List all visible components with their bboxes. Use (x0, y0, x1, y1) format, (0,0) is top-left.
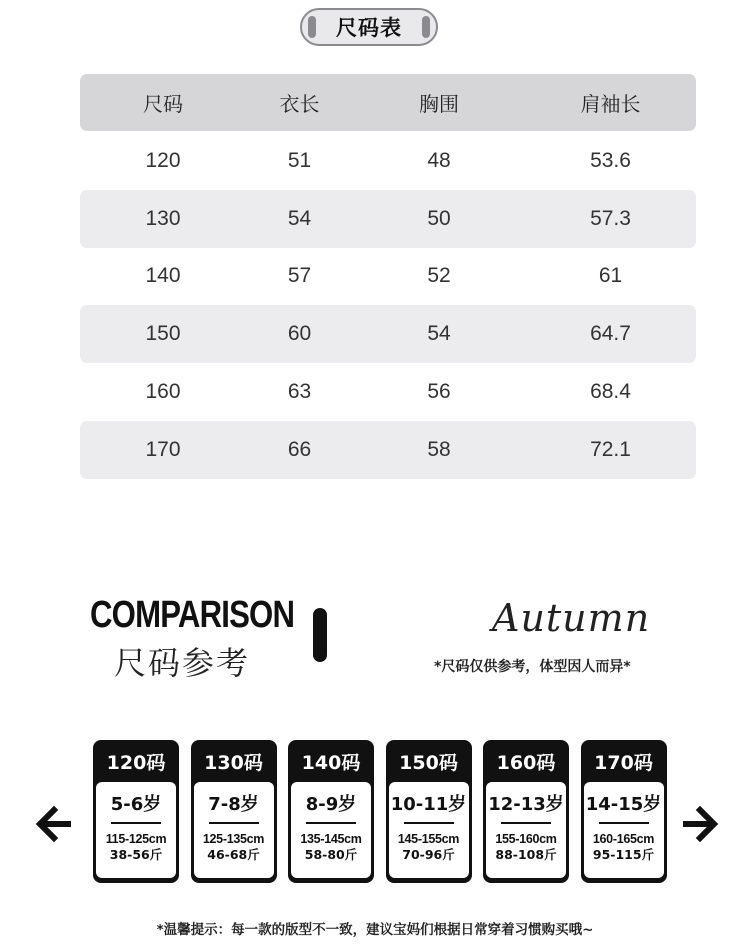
table-row (80, 363, 696, 421)
card-divider (111, 822, 161, 824)
table-cell: 63 (287, 380, 312, 404)
card-age: 14-15岁 (585, 794, 662, 815)
comparison-title-cn: 尺码参考 (114, 644, 251, 682)
card-body (291, 782, 371, 878)
card-height: 145-155cm (397, 832, 460, 846)
table-cell: 51 (287, 148, 312, 172)
page-title: 尺码表 (300, 8, 438, 46)
size-cards (93, 740, 667, 883)
card-divider (599, 822, 649, 824)
table-cell: 52 (427, 264, 451, 288)
arrow-left-icon[interactable] (34, 802, 74, 846)
card-height: 115-125cm (105, 832, 167, 846)
header-cell: 衣长 (279, 92, 320, 116)
footer-note: *温馨提示：每一款的版型不一致，建议宝妈们根据日常穿着习惯购买哦~ (156, 922, 594, 938)
table-cell: 170 (145, 437, 181, 461)
size-card (581, 740, 667, 883)
card-code: 130码 (204, 752, 263, 774)
comparison-title-en: COMPARISON (90, 594, 295, 636)
card-body (194, 782, 274, 878)
card-code: 150码 (399, 752, 458, 774)
card-age: 5-6岁 (110, 794, 162, 815)
card-code: 160码 (496, 752, 556, 774)
card-height: 125-135cm (202, 832, 265, 846)
table-cell: 57 (287, 264, 312, 288)
table-cell: 140 (145, 264, 181, 288)
card-divider (306, 822, 356, 824)
arrow-right-icon[interactable] (680, 802, 720, 846)
header-cell: 肩袖长 (580, 92, 641, 116)
card-age: 8-9岁 (305, 794, 357, 815)
card-height: 155-160cm (495, 832, 557, 846)
card-weight: 46-68斤 (207, 847, 260, 862)
card-age: 7-8岁 (208, 794, 259, 815)
card-age: 12-13岁 (488, 794, 564, 815)
card-divider (501, 822, 551, 824)
card-divider (209, 822, 259, 824)
table-row (80, 132, 696, 190)
card-weight: 88-108斤 (495, 847, 557, 862)
table-cell: 56 (427, 380, 451, 404)
card-height: 160-165cm (592, 832, 655, 846)
table-cell: 54 (287, 206, 312, 230)
size-card (93, 740, 179, 883)
card-weight: 58-80斤 (304, 847, 358, 862)
table-cell: 57.3 (590, 206, 631, 230)
divider (313, 608, 327, 662)
table-cell: 150 (145, 322, 181, 346)
table-cell: 58 (427, 437, 451, 461)
card-code: 120码 (106, 752, 166, 774)
card-body (96, 782, 176, 878)
table-cell: 120 (145, 148, 181, 172)
card-weight: 38-56斤 (109, 847, 163, 862)
card-divider (404, 822, 454, 824)
table-row (80, 248, 696, 306)
table-cell: 72.1 (590, 437, 631, 461)
table-cell: 160 (145, 380, 181, 404)
table-row (80, 305, 696, 363)
table-header-row (80, 74, 696, 131)
table-cell: 48 (427, 148, 451, 172)
size-card (386, 740, 472, 883)
table-cell: 66 (287, 437, 312, 461)
autumn-script: Autumn (492, 596, 651, 640)
table-cell: 60 (287, 322, 312, 346)
size-table (80, 74, 696, 479)
size-card (483, 740, 569, 883)
size-card (191, 740, 277, 883)
card-code: 170码 (594, 752, 653, 774)
header-cell: 胸围 (419, 92, 459, 116)
card-height: 135-145cm (300, 832, 362, 846)
card-body (486, 782, 566, 878)
table-cell: 68.4 (590, 380, 631, 404)
table-cell: 130 (145, 206, 181, 230)
table-row (80, 190, 696, 248)
card-code: 140码 (301, 752, 361, 774)
table-row (80, 421, 696, 479)
table-cell: 54 (427, 322, 451, 346)
header-cell: 尺码 (143, 92, 183, 116)
card-body (389, 782, 469, 878)
size-card (288, 740, 374, 883)
table-cell: 53.6 (590, 148, 631, 172)
card-age: 10-11岁 (390, 794, 467, 815)
table-cell: 64.7 (590, 322, 631, 346)
table-cell: 61 (598, 264, 623, 288)
size-note: *尺码仅供参考，体型因人而异* (434, 659, 631, 675)
card-weight: 95-115斤 (592, 847, 655, 862)
card-weight: 70-96斤 (402, 847, 455, 862)
card-body (584, 782, 664, 878)
table-cell: 50 (427, 206, 451, 230)
